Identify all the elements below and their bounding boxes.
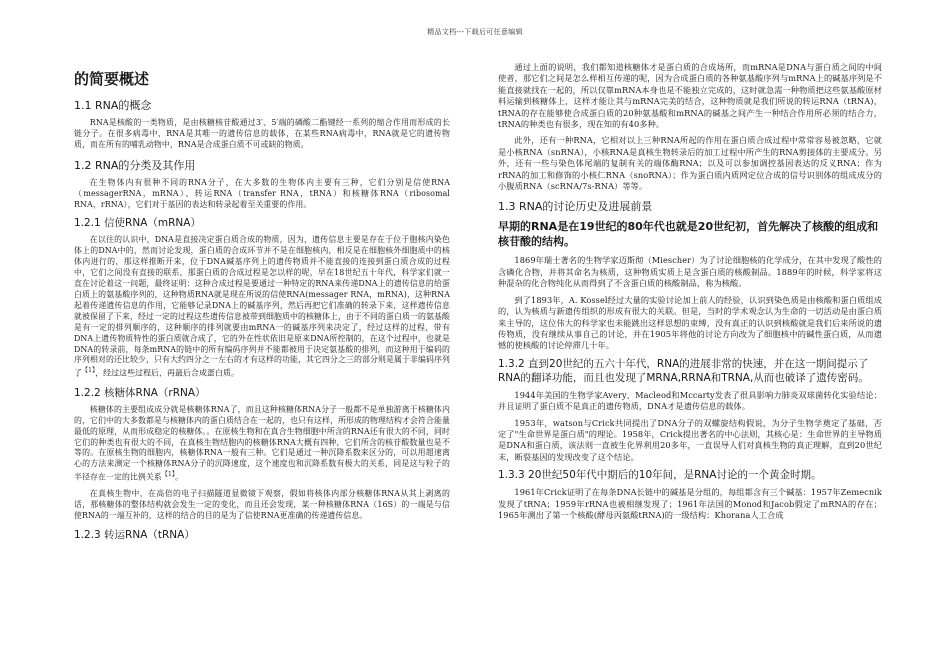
heading-1-3: 1.3 RNA的讨论历史及进展前景	[498, 200, 653, 214]
paragraph-avery: 1944年美国的生物学家Avery、Macleod和Mccarty发表了很具影响力肺炎双球菌转化实验结论：并且证明了蛋白质不是真正的遗传物质，DNA才是遗传信息的载体。	[498, 389, 882, 412]
heading-1-3-2: 1.3.2 直到20世纪的五六十年代，RNA的进展非常的快速，并在这一期间提示了RNA的翻译功能，而且也发现了MRNA,RRNA和TRNA,从而也破译了遗传密码。	[498, 357, 869, 384]
paragraph-trna: 通过上面的说明，我们都知道核糖体才是蛋白质的合成场所，而mRNA是DNA与蛋白质之间的中间使者，那它们之间是怎么样相互传递的呢，因为合成蛋白质的各种氨基酸序列与mRNA上的碱基序列是不能直接就找在一起的，所以仅靠mRNA本身也是不能独立完成的，这时就急需一种物质把这些氨基酸原材料运输到核糖体上，这样才能让其与mRNA完美的结合，这种物质就是我们所说的转运RNA（tRNA)，tRNA的存在能够使合成蛋白质的20种氨基酸和mRNA的碱基之间产生一种结合作用所必须的结合力，tRNA的种类也有很多，现在知的有40多种。	[498, 62, 882, 130]
paragraph-kossel: 到了1893年，A. Kossel经过大量的实验讨论加上前人的经验，认识到染色质是由核酸和蛋白质组成的，认为核质与新遗传组织的形成有很大的关联。但是，当时的学术观念认为生命的一切活动是由蛋白质来主导的，这位伟大的科学家也未能跳出这样思想的束缚，没有真正的认识到核酸就是我们后来所说的遗传物质，没有继续从事自己的讨论，并在1905年将他的讨论方向改为了细胞核中的碱性蛋白质，从而遗憾的使核酸的讨论停滞几十年。	[498, 294, 882, 351]
heading-1-3-3: 1.3.3 20世纪50年代中期后的10年间，是RNA讨论的一个黄金时期。	[498, 469, 822, 482]
paragraph-rna-concept: RNA是核酸的一类物质，是由核糖核苷酸通过3′、5′端的磷酸二酯键经一系列的缩合作用而形成的长链分子。在很多病毒中，RNA是其唯一的遗传信息的载体，在某些RNA病毒中，RNA就是它的遗传物质，而在所有的哺乳动物中，RNA是合成蛋白质不可或缺的物质。	[74, 118, 450, 149]
section-title: 的简要概述	[74, 70, 150, 88]
paragraph-golden-age: 1961年Crick证明了在每条DNA长链中的碱基是分组的，每组都含有三个碱基：1957年Zemecnik发现了tRNA；1959年rRNA也被相继发现了；1961年法国的Monod和Jacob假定了mRNA的存在；1965年测出了第一个核酸(酵母丙氨酸tRNA)的一级结构：Khorana人工合成	[498, 487, 882, 520]
paragraph-miescher: 1869年瑞士著名的生物学家迈斯彻（Miescher）为了讨论细胞核的化学成分，在其中发现了酸性的含磷化合物，并将其命名为核质，这种物质实质上是含蛋白质的核酸制品。1889年的时候，科学家将这种混杂的化合物纯化从而得到了不含蛋白质的核酸制品，称为核酸。	[498, 255, 882, 289]
paragraph-rrna-2: 在真核生物中，在高倍的电子扫描隧道显微镜下观察，假如将核体内部分核糖体RNA从其上剥离的话，那核糖体的整体结构就会发生一定的变化，而且还会发现，某一种核糖体RNA（16S）的一端是与信使RNA的一端互补的，这样的结合的目的是为了信使RNA更准确的传递遗传信息。	[74, 488, 450, 520]
heading-1-2-1: 1.2.1 信使RNA（mRNA）	[74, 217, 201, 230]
page-header: 精品文档---下载后可任意编辑	[427, 28, 523, 36]
paragraph-mrna-tail: ，经过这些过程后，再最后合成蛋白质。	[95, 368, 239, 378]
lead-statement: 早期的RNA是在19世纪的80年代也就是20世纪初，首先解决了核酸的组成和核苷酸的结构。	[498, 220, 879, 249]
right-column	[498, 62, 882, 526]
heading-1-2: 1.2 RNA的分类及其作用	[74, 158, 196, 172]
paragraph-mrna-text: 在以往的认识中，DNA是直接决定蛋白质合成的物质，因为，遗传信息主要是存在于位于胞核内染色体上的DNA中的，然而讨论发现，蛋白质的合成环节并不是在细胞核内，相反是在细胞核外细胞质中的核体内进行的，那这样推断开来，位于DNA碱基序列上的遗传物质并不能直接的连接到蛋白质合成的过程中，它们之间没有直接的联系，那蛋白质的合成过程是怎以样的呢，早在18世纪五十年代，科学家们就一直在讨论着这一问题，最终证明：这种合成过程是要通过一种特定的RNA来传递DNA上的遗传信息的给蛋白质上的氨基酸序列的，这种物质RNA就是现在所说的信使RNA(messager RNA，mRNA)，这种RNA起着传递遗传信息的作用，它能够记录DNA上的碱基序列，然后再把它们准确的转录下来，这样遗传信息就被保留了下来，经过一定的过程这些遗传信息被带到细胞质中的核糖体上，由于不同的蛋白质一的氨基酸是有一定的排列顺序的，这种顺序的排列就要由mRNA一的碱基序列来决定了，经过这样的过程，带有DNA上遗传物质特性的蛋白质就合成了，它的外在性状依旧是原来DNA所控制的，在这个过程中，也就是DNA的转录前，每条mRNA的链中的所有编码序列并不能都被用于决定氨基酸的排列，而这种用于编码的序列相对的还比较少，只有大约四分之一左右的才有这样的功能，其它四分之三的部分则是属于非编码序列了	[74, 235, 450, 378]
paragraph-rrna-tail: 。	[175, 472, 184, 482]
paragraph-watson-crick: 1953年，watson与Crick共同提出了DNA分子的双螺旋结构假说，为分子生物学奠定了基础，否定了"生命世界是蛋白质"的理论。1958年，Crick提出著名的中心法则，其核心是：生命世界的主导物质是DNA和蛋白质，该法则一直被生化界利用20多年，一直误导人们对真核生物的真正理解，直到20世纪末，断裂基因的发现改变了这个结论。	[498, 417, 882, 462]
heading-1-2-3: 1.2.3 转运RNA（tRNA）	[74, 528, 195, 541]
heading-1-2-2: 1.2.2 核糖体RNA（rRNA）	[74, 386, 206, 399]
left-column	[74, 62, 450, 547]
paragraph-rna-classes: 在生物体内有很种不同的RNA分子，在大多数的生物体内主要有三种，它们分别是信使RNA（messagerRNA，mRNA）、转运RNA（transfer RNA，tRNA）和核糖体RNA（ribosomal RNA，rRNA），它们对于基因的表达和转录起着至关重要的作用。	[74, 177, 450, 209]
paragraph-mrna	[74, 235, 450, 379]
paragraph-rrna-text: 核糖体的主要组成成分就是核糖体RNA了，而且这种核糖体RNA分子一般都不是单独游离于核糖体内的，它们中的大多数都是与核糖体内的蛋白质结合在一起的，也只有这样，所形成的物理结构才会符合能量最低的原理，从而形成稳定的核糖体。。在原核生物和在真合生物细胞中所含的RNA还有很大的不同，同时它们的种类也有很大的不同，在真核生物结胞内的核糖体RNA大概有四种，它们所含的核苷酸数量也是不等的。在原核生物的细胞内，核糖体RNA一般有三种。它们是通过一种沉降系数来区分的，可以用超速离心的方法来测定一个核糖体RNA分子的沉降速度，这个速度也和沉降系数有极大的关系，同是这与粒子的半径存在一定的比例关系	[74, 404, 450, 482]
heading-1-1: 1.1 RNA的概念	[74, 99, 152, 112]
citation-ref: 【1】	[82, 367, 96, 375]
citation-ref: 【1】	[161, 471, 176, 479]
paragraph-snrna: 此外，还有一种RNA，它相对以上三种RNA所起的作用在蛋白质合成过程中常常容易被忽略，它就是小核RNA（snRNA），小核RNA是真核生物转录后的加工过程中所产生的RNA剪接体的主要成分。另外，还有一些与染色体尾端的复制有关的端体酶RNA；以及可以参加调控基因表达的反义RNA；作为rRNA的加工和修饰的小核仁RNA（snoRNA）；作为蛋白质内质网定位合成的信号识别体的组成成分的小腹质RNA（scRNA/7s-RNA）等等。	[498, 135, 882, 192]
paragraph-rrna	[74, 405, 450, 484]
